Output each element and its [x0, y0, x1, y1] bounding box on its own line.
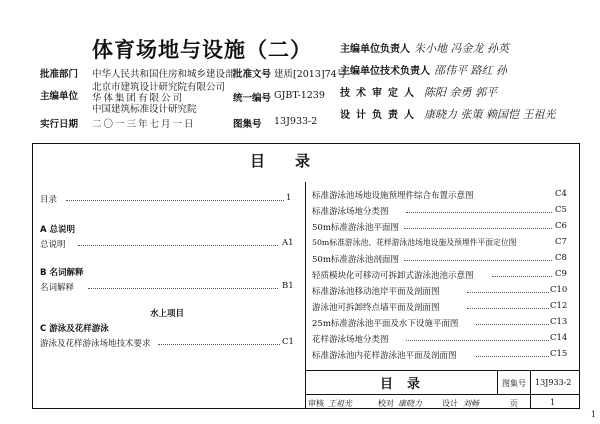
toc-item[interactable]: 50m标准游泳池剖面图 — [312, 255, 399, 265]
toc-item[interactable]: 50m标准游泳池平面图 — [312, 223, 399, 233]
dot-leader — [406, 340, 549, 341]
signature-block — [340, 38, 556, 126]
tb-rule — [530, 370, 531, 409]
tb-rule — [497, 370, 498, 394]
toc-section-a: A 总说明 — [40, 225, 76, 235]
dot-leader — [158, 344, 280, 345]
atlas-no-value: 13J933-2 — [535, 378, 572, 387]
dot-leader — [88, 288, 278, 289]
signature-names: 康晓力 张策 赖国恺 王祖光 — [424, 108, 556, 121]
review-name: 王祖光 — [328, 399, 352, 408]
toc-item[interactable]: 名词解释 — [40, 283, 75, 293]
review-label: 审核 — [308, 399, 324, 408]
signature-names: 邵伟平 路红 孙 — [434, 64, 507, 77]
approval-no-value: 建质[2013]74号 — [274, 69, 347, 80]
toc-page: C10 — [550, 285, 568, 295]
page-number: 1 — [590, 410, 596, 419]
dot-leader — [467, 292, 549, 293]
toc-page: B1 — [282, 281, 294, 291]
signature-label: 主编单位负责人 — [340, 44, 410, 55]
toc-item[interactable]: 标准游泳场地分类图 — [312, 207, 389, 217]
toc-page: A1 — [282, 238, 294, 248]
page-value: 1 — [550, 398, 556, 407]
page-label: 页 — [510, 399, 518, 408]
toc-page: C12 — [550, 301, 568, 311]
toc-item[interactable]: 总说明 — [40, 240, 66, 250]
unified-no-label: 统一编号 — [233, 93, 272, 104]
toc-page: C15 — [550, 349, 568, 359]
atlas-no-label: 图集号 — [233, 119, 262, 130]
toc-heading: 目录 — [250, 152, 341, 170]
tb-rule — [305, 394, 580, 395]
approval-dept-label: 批准部门 — [40, 69, 79, 80]
dot-leader — [406, 212, 552, 213]
toc-item[interactable]: 50m标准游泳池、花样游泳池场地设施及预埋件平面定位图 — [312, 238, 517, 247]
toc-item[interactable]: 25m标准游泳池平面及水下设施平面图 — [312, 319, 459, 329]
unified-no-value: GJBT-1239 — [274, 90, 325, 101]
toc-item[interactable]: 游泳及花样游泳场地技术要求 — [40, 339, 151, 349]
chief-unit-label: 主编单位 — [40, 91, 79, 102]
toc-page: C9 — [555, 269, 567, 279]
signature-row — [340, 82, 556, 104]
dot-leader — [476, 356, 549, 357]
design-label: 设计 — [442, 399, 458, 408]
dot-leader — [476, 324, 549, 325]
toc-item[interactable]: 花样游泳场地分类图 — [312, 335, 389, 345]
chief-unit-value-2: 华体集团有限公司 — [92, 93, 185, 104]
toc-item[interactable]: 游泳池可拆卸终点墙平面及剖面图 — [312, 303, 440, 313]
atlas-no-value: 13J933-2 — [274, 116, 318, 127]
toc-page: C7 — [555, 237, 567, 247]
column-divider — [305, 182, 306, 370]
toc-item[interactable]: 标准游泳池内花样游泳池平面及剖面图 — [312, 351, 457, 361]
effective-date-label: 实行日期 — [40, 119, 79, 130]
dot-leader — [404, 260, 552, 261]
approval-no-label: 批准文号 — [233, 69, 272, 80]
dot-leader — [467, 308, 549, 309]
toc-section-b: B 名词解释 — [40, 268, 84, 278]
toc-item[interactable]: 目录 — [40, 195, 58, 205]
toc-page: 1 — [286, 193, 292, 203]
toc-item[interactable]: 标准游泳池移动池岸平面及剖面图 — [312, 287, 440, 297]
toc-page: C1 — [282, 337, 294, 347]
toc-page: C14 — [550, 333, 568, 343]
check-label: 校对 — [378, 399, 394, 408]
signature-names: 朱小地 冯金龙 孙英 — [414, 42, 509, 55]
toc-page: C6 — [555, 221, 567, 231]
dot-leader — [492, 276, 552, 277]
signature-label: 主编单位技术负责人 — [340, 66, 430, 77]
check-name: 康晓力 — [398, 399, 422, 408]
toc-item[interactable]: 标准游泳池场地设施预埋件综合布置示意图 — [312, 191, 474, 201]
approval-dept-value: 中华人民共和国住房和城乡建设部 — [92, 69, 235, 80]
signature-label: 技术审定人 — [340, 88, 420, 99]
atlas-no-label: 图集号 — [502, 379, 526, 388]
signature-names: 陈阳 余勇 郭平 — [424, 86, 497, 99]
signature-label: 设计负责人 — [340, 110, 420, 121]
signature-row — [340, 38, 556, 60]
signature-row — [340, 60, 556, 82]
chief-unit-value-3: 中国建筑标准设计研究院 — [92, 104, 197, 115]
toc-page: C4 — [555, 189, 567, 199]
toc-section-c: C 游泳及花样游泳 — [40, 324, 109, 334]
atlas-title: 体育场地与设施（二） — [92, 38, 312, 62]
effective-date-value: 二〇一三年七月一日 — [92, 119, 196, 130]
toc-item[interactable]: 轻质模块化可移动可拆卸式游泳池池示意图 — [312, 271, 474, 281]
approval-dept-row — [40, 66, 78, 80]
design-name: 刘畅 — [463, 399, 479, 408]
signature-row — [340, 104, 556, 126]
dot-leader — [66, 200, 284, 201]
toc-page: C8 — [555, 253, 567, 263]
title-block-title: 目录 — [380, 377, 435, 392]
toc-page: C13 — [550, 317, 568, 327]
toc-group-heading: 水上项目 — [150, 309, 185, 319]
dot-leader — [404, 228, 552, 229]
dot-leader — [78, 245, 278, 246]
chief-unit-value-1: 北京市建筑设计研究院有限公司 — [92, 82, 226, 93]
toc-page: C5 — [555, 205, 567, 215]
